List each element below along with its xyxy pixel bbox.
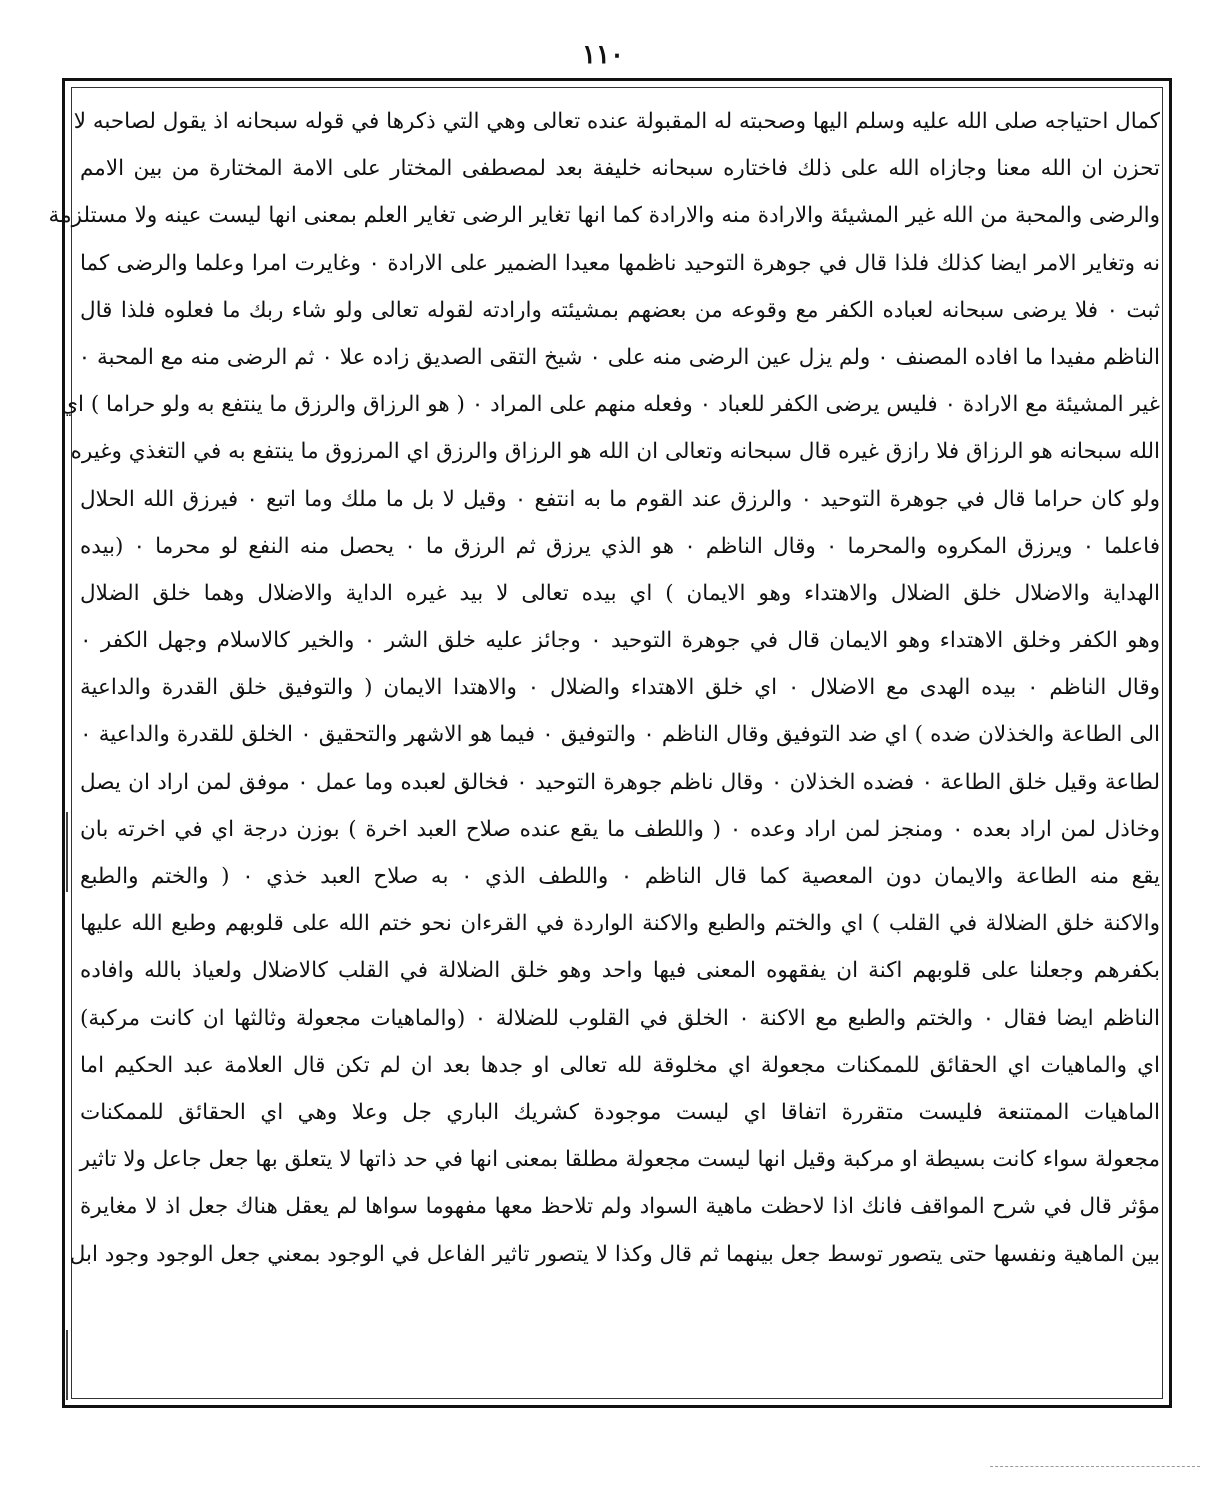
text-line: بين الماهية ونفسها حتى يتصور توسط جعل بينهما ثم قال وكذا لا يتصور تاثير الفاعل في الوجود بمعني جعل الوجود وجود ابل: [69, 1241, 1160, 1267]
text-line: الماهيات الممتنعة فليست متقررة اتفاقا اي ليست موجودة كشريك الباري جل وعلا وهي اي الحقائق للممكنات: [80, 1099, 1160, 1125]
text-line: الناظم مفيدا ما افاده المصنف ٠ ولم يزل عين الرضى منه على ٠ شيخ التقى الصديق زاده علا ٠ ثم الرضى منه مع المحبة ٠: [78, 344, 1160, 370]
text-line: بكفرهم وجعلنا على قلوبهم اكنة ان يفقهوه المعنى فيها واحد وهو خلق الضلالة في القلب كالاضلال ولعياذ بالله وافاده: [80, 958, 1160, 984]
text-line: فاعلما ٠ ويرزق المكروه والمحرما ٠ وقال الناظم ٠ هو الذي يرزق ثم الرزق ما ٠ يحصل منه النفع لو محرما ٠ (بيده: [80, 533, 1160, 559]
page-number: ١١٠: [582, 40, 624, 70]
text-line: تحزن ان الله معنا وجازاه الله على ذلك فاختاره سبحانه خليفة بعد لمصطفى المختار على الامة المختارة من بين الامم: [80, 156, 1160, 182]
text-line: ثبت ٠ فلا يرضى سبحانه لعباده الكفر مع وقوعه من بعضهم بمشيئته وارادته لقوله تعالى ولو شاء ربك ما فعلوه فلذا قال: [80, 297, 1160, 323]
text-line: وقال الناظم ٠ بيده الهدى مع الاضلال ٠ اي خلق الاهتداء والضلال ٠ والاهتدا الايمان ( والتوفيق خلق القدرة والداعية: [80, 675, 1161, 701]
text-line: كمال احتياجه صلى الله عليه وسلم اليها وصحبته له المقبولة عنده تعالى وهي التي ذكرها في قوله سبحانه اذ يقول لصاحبه لا: [73, 109, 1160, 134]
text-line: لطاعة وقيل خلق الطاعة ٠ فضده الخذلان ٠ وقال ناظم جوهرة التوحيد ٠ فخالق لعبده وما عمل ٠ موفق لمن اراد ان يصل: [80, 769, 1160, 795]
text-line: مؤثر قال في شرح المواقف فانك اذا لاحظت ماهية السواد ولم تلاحظ معها مفهوما سواها لم يعقل هناك جعل اذ لا مغايرة: [80, 1194, 1160, 1220]
margin-mark: [66, 812, 68, 892]
text-line: ولو كان حراما قال في جوهرة التوحيد ٠ والرزق عند القوم ما به انتفع ٠ وقيل لا بل ما ملك وما اتبع ٠ فيرزق الله الحلال: [80, 486, 1161, 512]
text-line: الناظم ايضا فقال ٠ والختم والطبع مع الاكنة ٠ الخلق في القلوب للضلالة ٠ (والماهيات مجعولة وثالثها ان كانت مركبة): [80, 1005, 1161, 1031]
text-line: والاكنة خلق الضلالة في القلب ) اي والختم والطبع والاكنة الواردة في القرءان نحو ختم الله على قلوبهم وطبع الله عليها: [80, 911, 1160, 937]
text-line: نه وتغاير الامر ايضا كذلك فلذا قال في جوهرة التوحيد ناظمها معيدا الضمير على الارادة ٠ وغايرت امرا وعلما والرضى كما: [80, 250, 1160, 276]
text-line: مجعولة سواء كانت بسيطة او مركبة وقيل انها ليست مجعولة مطلقا بمعنى انها في حد ذاتها لا يتعلق بها جعل جاعل ولا تاثير: [79, 1147, 1160, 1173]
text-line: الهداية والاضلال خلق الضلال والاهتداء وهو الايمان ) اي بيده تعالى لا بيد غيره الداية والاضلال وهما خلق الضلال: [80, 580, 1160, 606]
text-line: وهو الكفر وخلق الاهتداء وهو الايمان قال في جوهرة التوحيد ٠ وجائز عليه خلق الشر ٠ والخير كالاسلام وجهل الكفر ٠: [80, 628, 1161, 654]
text-line: غير المشيئة مع الارادة ٠ فليس يرضى الكفر للعباد ٠ وفعله منهم على المراد ٠ ( هو الرزاق والرزق ما ينتفع به ولو حراما ) اي: [61, 392, 1160, 418]
bottom-rule: [990, 1466, 1200, 1467]
text-line: وخاذل لمن اراد بعده ٠ ومنجز لمن اراد وعده ٠ ( واللطف ما يقع عنده صلاح العبد اخرة ) بوزن درجة اي في اخرته بان: [80, 816, 1161, 842]
text-line: اي والماهيات اي الحقائق للممكنات مجعولة اي مخلوقة لله تعالى او جدها بعد ان لم تكن قال العلامة عبد الحكيم اما: [80, 1052, 1160, 1078]
text-line: يقع منه الطاعة والايمان دون المعصية كما قال الناظم ٠ واللطف الذي ٠ به صلاح العبد خذي ٠ ( والختم والطبع: [80, 864, 1160, 889]
body-text: [48, 98, 1161, 1278]
text-line: الى الطاعة والخذلان ضده ) اي ضد التوفيق وقال الناظم ٠ والتوفيق ٠ فيما هو الاشهر والتحقيق ٠ الخلق للقدرة والداعية ٠: [80, 722, 1160, 748]
margin-mark: [66, 1330, 68, 1400]
text-line: الله سبحانه هو الرزاق فلا رازق غيره قال سبحانه وتعالى ان الله هو الرزاق والرزق اي المرزوق ما ينتفع به في التغذي وغيره: [70, 439, 1160, 465]
text-line: والرضى والمحبة من الله غير المشيئة والارادة منه والارادة كما انها تغاير الرضى تغاير العلم بمعنى انها ليست عينه ولا مستلزمة: [48, 203, 1160, 229]
